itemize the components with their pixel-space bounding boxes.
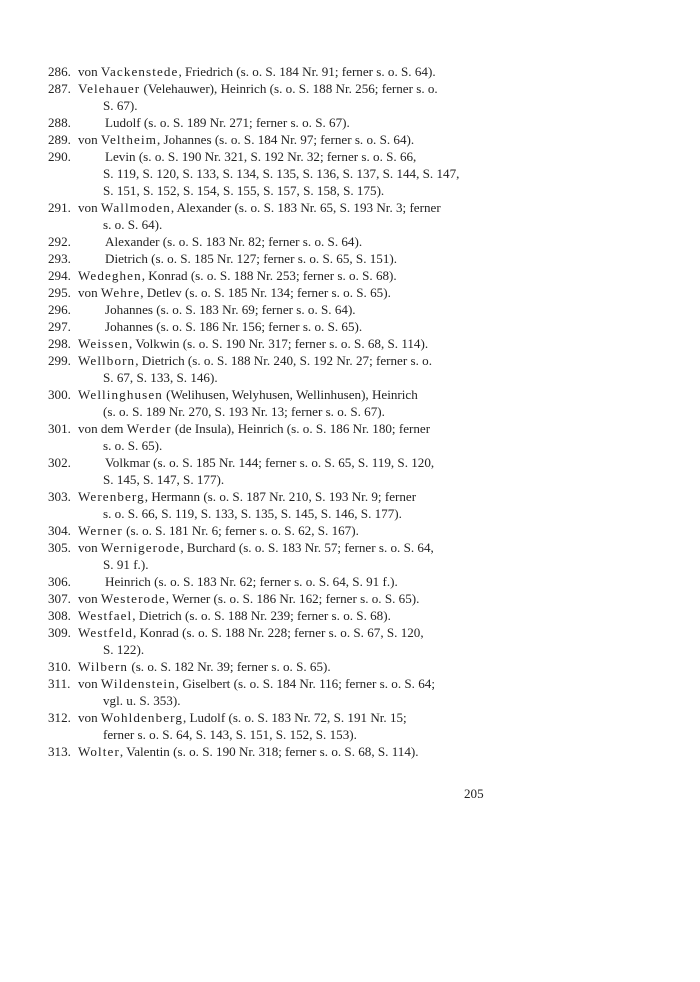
entry-continuation: (s. o. S. 189 Nr. 270, S. 193 Nr. 13; ferner s. o. S. 67). [103, 404, 385, 419]
entry-details: Levin (s. o. S. 190 Nr. 321, S. 192 Nr. 32; ferner s. o. S. 66, [105, 149, 417, 164]
entry-first-line [78, 744, 419, 759]
register-entry [48, 573, 492, 590]
entry-first-line [78, 336, 428, 351]
entry-continuation: S. 67, S. 133, S. 146). [103, 370, 218, 385]
entry-details: Volkmar (s. o. S. 185 Nr. 144; ferner s. o. S. 65, S. 119, S. 120, [105, 455, 435, 470]
entry-details: Johannes (s. o. S. 183 Nr. 69; ferner s. o. S. 64). [105, 302, 356, 317]
register-entry [48, 199, 492, 233]
entry-number: 290. [48, 149, 71, 164]
register-entry [48, 522, 492, 539]
entry-number: 301. [48, 421, 71, 436]
name-prefix: von [78, 285, 101, 300]
entry-number: 312. [48, 710, 71, 725]
entry-number: 294. [48, 268, 71, 283]
entry-number: 296. [48, 302, 71, 317]
family-name: Westfael [78, 608, 133, 623]
entry-details: , Dietrich (s. o. S. 188 Nr. 240, S. 192 Nr. 27; ferner s. o. [135, 353, 432, 368]
entry-number: 305. [48, 540, 71, 555]
entry-first-line [78, 523, 359, 538]
family-name: Werder [126, 421, 172, 436]
entry-details: , Friedrich (s. o. S. 184 Nr. 91; ferner s. o. S. 64). [178, 64, 436, 79]
family-name: Vackenstede [100, 64, 179, 79]
entry-first-line [78, 591, 419, 606]
entry-details: Alexander (s. o. S. 183 Nr. 82; ferner s. o. S. 64). [105, 234, 363, 249]
family-name: Wernigerode [100, 540, 181, 555]
entry-first-line [78, 81, 438, 96]
entry-first-line [78, 676, 435, 691]
entry-continuation: vgl. u. S. 353). [103, 693, 181, 708]
entry-continuation: S. 145, S. 147, S. 177). [103, 472, 225, 487]
family-name: Wedeghen [78, 268, 142, 283]
entry-first-line [78, 353, 432, 368]
name-prefix: von [78, 132, 101, 147]
register-entry [48, 624, 492, 658]
register-entry [48, 335, 492, 352]
entry-details: , Alexander (s. o. S. 183 Nr. 65, S. 193 Nr. 3; ferner [170, 200, 441, 215]
entry-details: , Detlev (s. o. S. 185 Nr. 134; ferner s. o. S. 65). [140, 285, 391, 300]
register-entry [48, 386, 492, 420]
family-name: Werenberg [78, 489, 145, 504]
register-entry [48, 590, 492, 607]
entry-number: 291. [48, 200, 71, 215]
entry-details: Heinrich (s. o. S. 183 Nr. 62; ferner s. o. S. 64, S. 91 f.). [105, 574, 398, 589]
name-prefix: von [78, 64, 101, 79]
entry-details: , Konrad (s. o. S. 188 Nr. 253; ferner s. o. S. 68). [141, 268, 397, 283]
entry-number: 295. [48, 285, 71, 300]
entry-details: , Valentin (s. o. S. 190 Nr. 318; ferner s. o. S. 68, S. 114). [119, 744, 419, 759]
entry-number: 302. [48, 455, 71, 470]
entry-number: 297. [48, 319, 71, 334]
entry-continuation: S. 67). [103, 98, 138, 113]
entry-continuation: S. 122). [103, 642, 145, 657]
register-entry [48, 233, 492, 250]
entry-first-line [78, 387, 418, 402]
entry-first-line [78, 421, 430, 436]
register-entry [48, 607, 492, 624]
entry-first-line [78, 234, 362, 249]
register-entry [48, 488, 492, 522]
entry-first-line [78, 319, 362, 334]
entry-number: 298. [48, 336, 71, 351]
entry-first-line [78, 64, 436, 79]
entry-first-line [78, 625, 424, 640]
entry-first-line [78, 659, 331, 674]
family-name: Velehauer [78, 81, 141, 96]
entry-details: , Johannes (s. o. S. 184 Nr. 97; ferner s. o. S. 64). [157, 132, 415, 147]
entry-number: 287. [48, 81, 71, 96]
register-entry [48, 63, 492, 80]
entry-number: 307. [48, 591, 71, 606]
entry-number: 308. [48, 608, 71, 623]
entry-number: 313. [48, 744, 71, 759]
entry-details: , Volkwin (s. o. S. 190 Nr. 317; ferner s. o. S. 68, S. 114). [129, 336, 429, 351]
family-name: Westfeld [78, 625, 134, 640]
register-entry [48, 318, 492, 335]
entry-first-line [78, 285, 391, 300]
register-entry [48, 352, 492, 386]
entry-first-line [78, 540, 434, 555]
entry-number: 310. [48, 659, 71, 674]
entry-number: 306. [48, 574, 71, 589]
name-prefix: von [78, 540, 101, 555]
entry-continuation: s. o. S. 65). [103, 438, 163, 453]
family-name: Wohldenberg [100, 710, 183, 725]
entry-details: (Welihusen, Welyhusen, Wellinhusen), Heinrich [162, 387, 418, 402]
entry-number: 288. [48, 115, 71, 130]
entry-details: , Hermann (s. o. S. 187 Nr. 210, S. 193 Nr. 9; ferner [144, 489, 417, 504]
register-entry [48, 267, 492, 284]
entry-number: 303. [48, 489, 71, 504]
entry-number: 311. [48, 676, 71, 691]
entry-details: (s. o. S. 182 Nr. 39; ferner s. o. S. 65). [128, 659, 331, 674]
entry-continuation: s. o. S. 64). [103, 217, 163, 232]
entry-details: , Dietrich (s. o. S. 188 Nr. 239; ferner s. o. S. 68). [132, 608, 391, 623]
entry-continuation: S. 151, S. 152, S. 154, S. 155, S. 157, S. 158, S. 175). [103, 183, 385, 198]
register-entry [48, 539, 492, 573]
page-number: 205 [464, 786, 484, 801]
register-entry [48, 131, 492, 148]
entry-details: , Ludolf (s. o. S. 183 Nr. 72, S. 191 Nr. 15; [183, 710, 407, 725]
entry-details: Ludolf (s. o. S. 189 Nr. 271; ferner s. o. S. 67). [105, 115, 350, 130]
entry-first-line [78, 268, 397, 283]
entry-continuation: S. 119, S. 120, S. 133, S. 134, S. 135, S. 136, S. 137, S. 144, S. 147, [103, 166, 460, 181]
entry-number: 293. [48, 251, 71, 266]
entry-details: , Giselbert (s. o. S. 184 Nr. 116; ferner s. o. S. 64; [175, 676, 435, 691]
entry-details: (de Insula), Heinrich (s. o. S. 186 Nr. 180; ferner [171, 421, 431, 436]
entry-number: 309. [48, 625, 71, 640]
register-entry [48, 454, 492, 488]
entry-first-line [78, 200, 441, 215]
entry-first-line [78, 489, 416, 504]
entry-number: 289. [48, 132, 71, 147]
family-name: Wallmoden [100, 200, 171, 215]
family-name: Wellborn [78, 353, 136, 368]
name-prefix: von [78, 710, 101, 725]
register-entry [48, 114, 492, 131]
register-entry [48, 420, 492, 454]
family-name: Werner [78, 523, 123, 538]
entry-first-line [78, 574, 398, 589]
register-entry [48, 301, 492, 318]
entry-continuation: ferner s. o. S. 64, S. 143, S. 151, S. 152, S. 153). [103, 727, 357, 742]
entry-first-line [78, 132, 414, 147]
entry-continuation: S. 91 f.). [103, 557, 149, 572]
entry-first-line [78, 608, 391, 623]
entry-number: 304. [48, 523, 71, 538]
entry-number: 300. [48, 387, 71, 402]
family-name: Wildenstein [100, 676, 176, 691]
register-list [48, 63, 492, 760]
entry-first-line [78, 710, 407, 725]
entry-continuation: s. o. S. 66, S. 119, S. 133, S. 135, S. 145, S. 146, S. 177). [103, 506, 402, 521]
register-entry [48, 743, 492, 760]
name-prefix: von [78, 591, 101, 606]
entry-details: Dietrich (s. o. S. 185 Nr. 127; ferner s. o. S. 65, S. 151). [105, 251, 398, 266]
name-prefix: von dem [78, 421, 127, 436]
entry-first-line [78, 251, 397, 266]
entry-first-line [78, 115, 350, 130]
entry-first-line [78, 149, 416, 164]
entry-details: Johannes (s. o. S. 186 Nr. 156; ferner s. o. S. 65). [105, 319, 363, 334]
entry-details: , Konrad (s. o. S. 188 Nr. 228; ferner s. o. S. 67, S. 120, [133, 625, 424, 640]
entry-details: (s. o. S. 181 Nr. 6; ferner s. o. S. 62, S. 167). [122, 523, 359, 538]
entry-details: , Werner (s. o. S. 186 Nr. 162; ferner s. o. S. 65). [165, 591, 420, 606]
register-entry [48, 284, 492, 301]
entry-first-line [78, 302, 356, 317]
entry-number: 299. [48, 353, 71, 368]
name-prefix: von [78, 676, 101, 691]
register-entry [48, 80, 492, 114]
entry-number: 286. [48, 64, 71, 79]
family-name: Veltheim [100, 132, 157, 147]
family-name: Wilbern [78, 659, 129, 674]
entry-number: 292. [48, 234, 71, 249]
family-name: Wellinghusen [78, 387, 163, 402]
entry-details: (Velehauwer), Heinrich (s. o. S. 188 Nr. 256; ferner s. o. [140, 81, 438, 96]
register-entry [48, 675, 492, 709]
family-name: Wehre [100, 285, 141, 300]
register-entry [48, 148, 492, 199]
name-prefix: von [78, 200, 101, 215]
family-name: Weissen [78, 336, 130, 351]
register-entry [48, 250, 492, 267]
family-name: Wolter [78, 744, 120, 759]
entry-first-line [78, 455, 434, 470]
entry-details: , Burchard (s. o. S. 183 Nr. 57; ferner s. o. S. 64, [180, 540, 434, 555]
register-entry [48, 658, 492, 675]
register-entry [48, 709, 492, 743]
family-name: Westerode [100, 591, 166, 606]
